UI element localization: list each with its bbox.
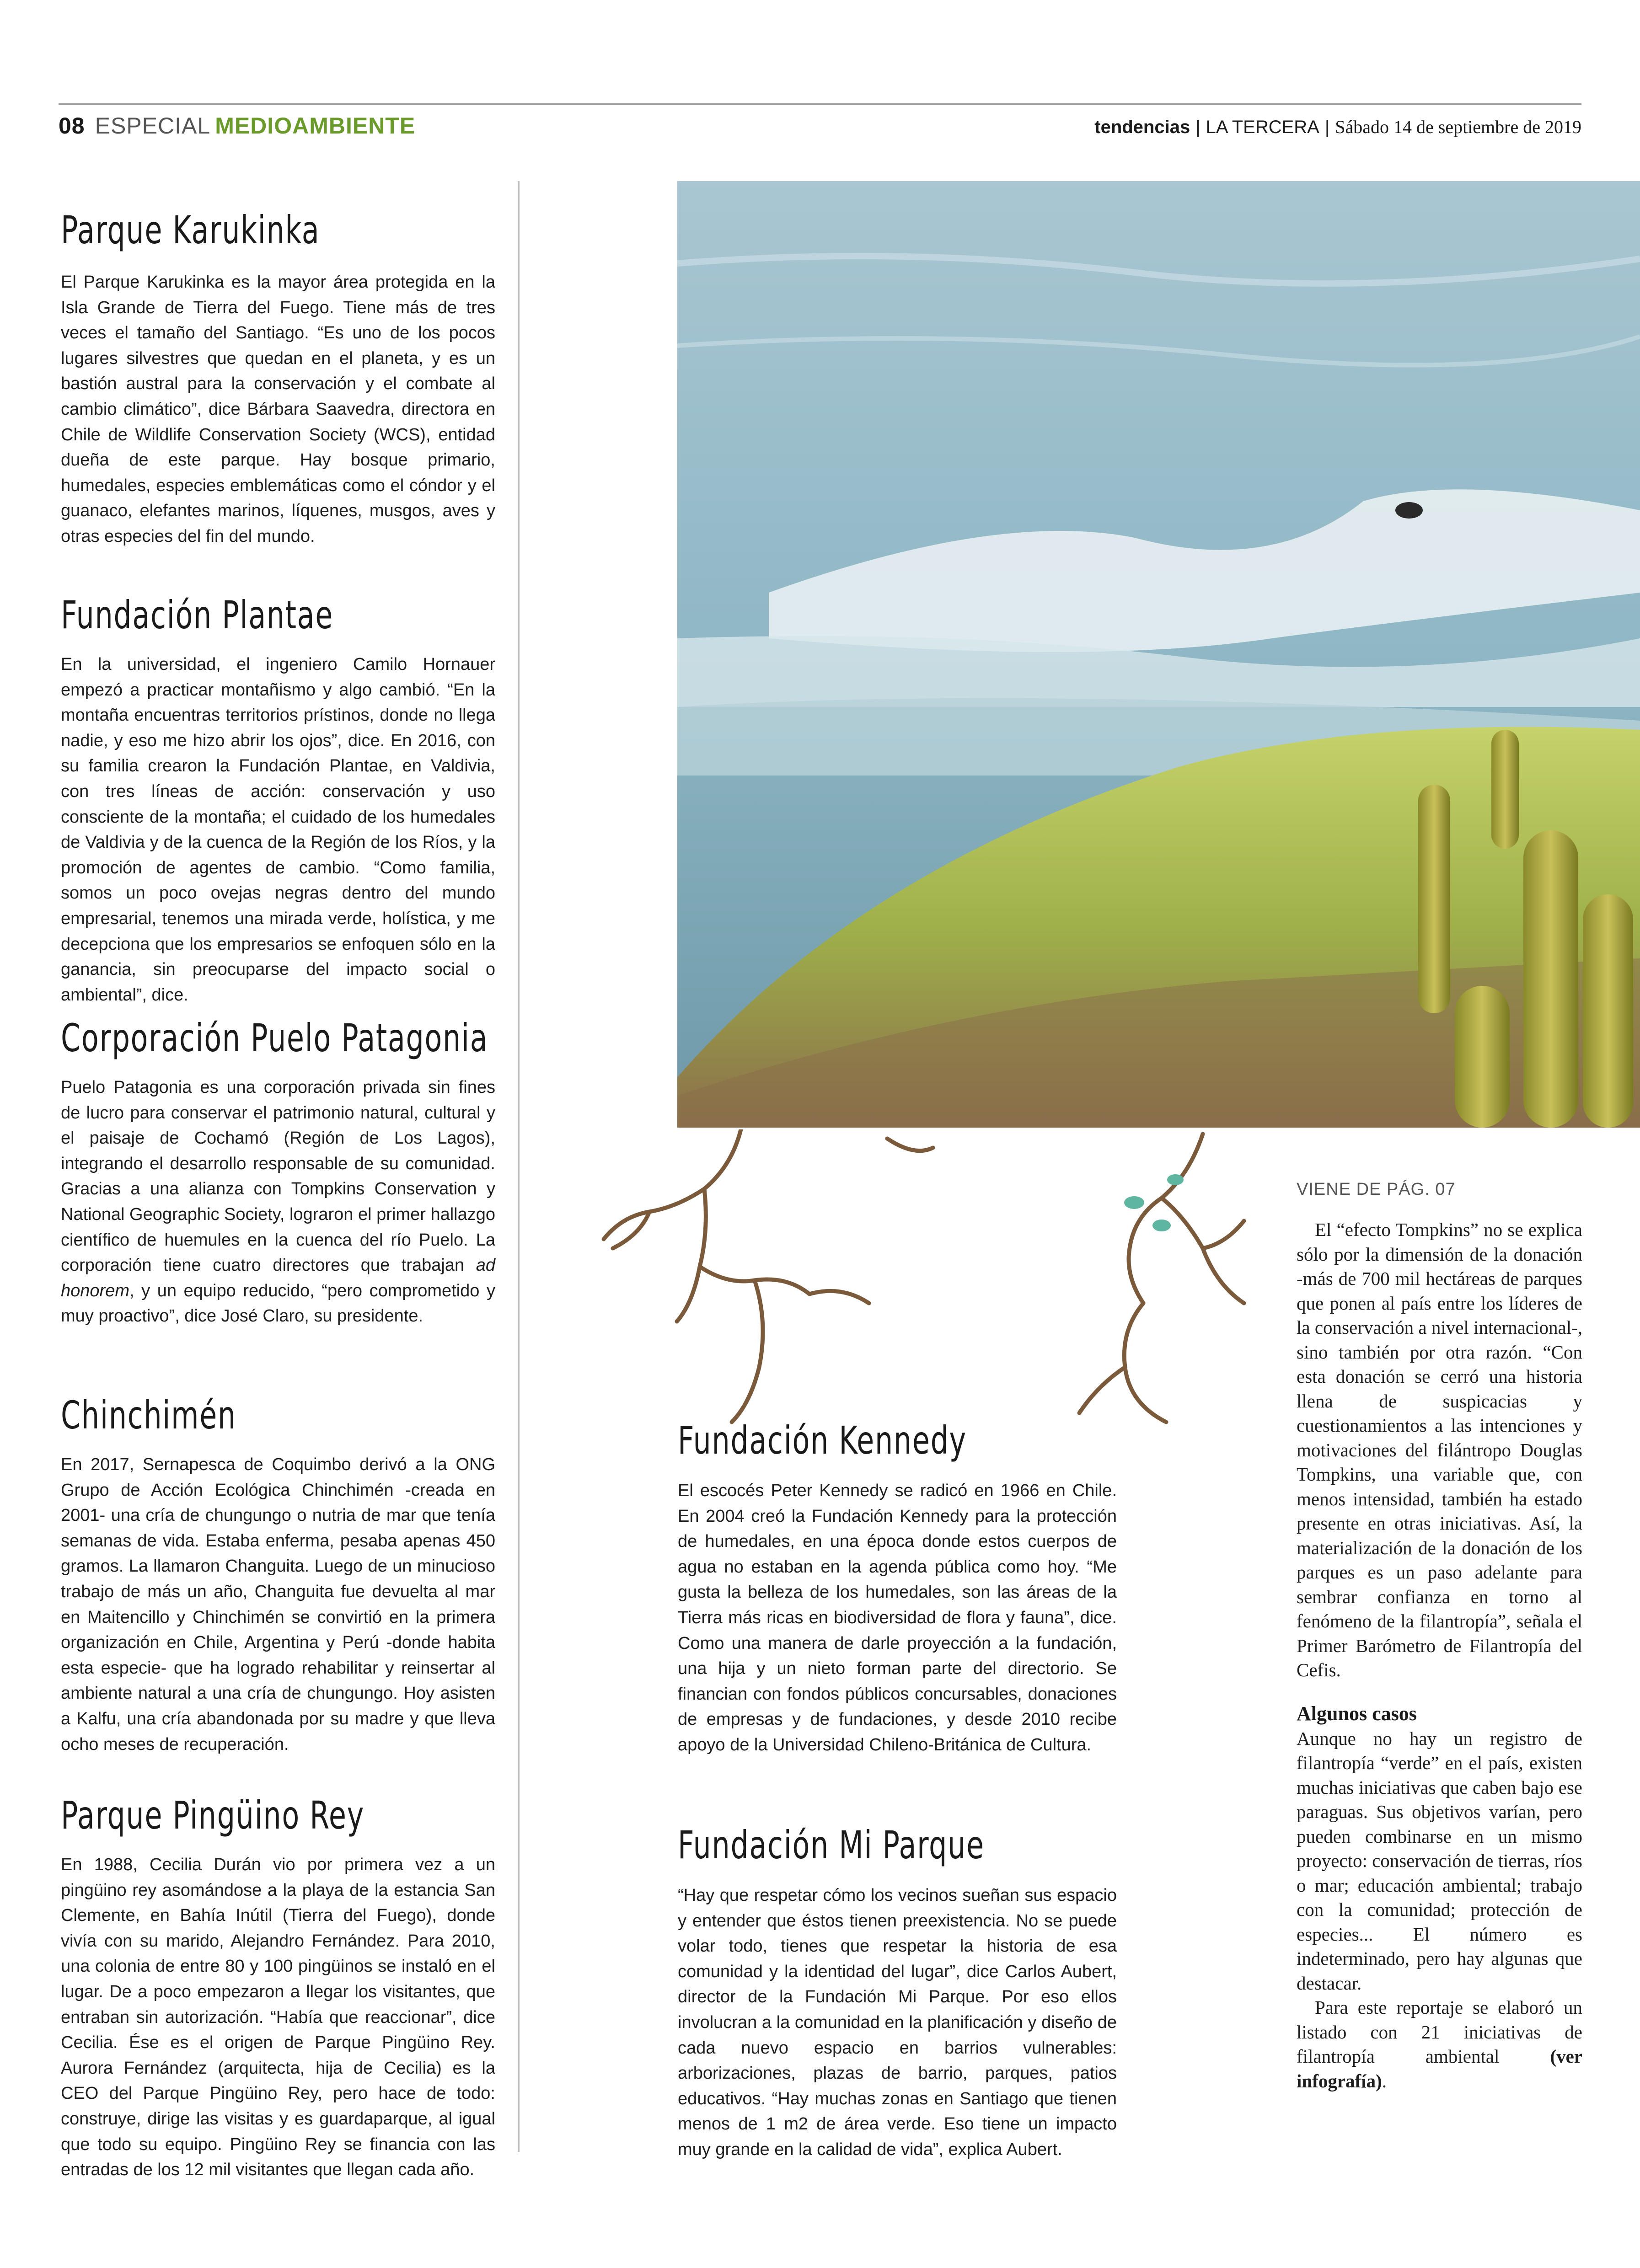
separator: |: [1195, 117, 1201, 137]
continued-article: [1297, 1180, 1582, 2093]
section-title: Parque Pingüino Rey: [61, 1793, 364, 1838]
section-body: En 1988, Cecilia Durán vio por primera vez a un pingüino rey asomándose a la playa de la estancia San Clemente, en Bahía Inútil (Tierra del Fuego), donde vivía con su marido, Alejandro Fernández. Para 2010, una colonia de entre 80 y 100 pingüinos se instaló en el lugar. De a poco empezaron a llegar los visitantes, que entraban sin autorización. “Había que reaccionar”, dice Cecilia. Ése es el origen de Parque Pingüino Rey. Aurora Fernández (arquitecta, hija de Cecilia) es la CEO del Parque Pingüino Rey, pero hace de todo: construye, dirige las visitas y es guardaparque, al igual que todo su equipo. Pingüino Rey se financia con las entradas de los 12 mil visitantes que llegan cada año.: [61, 1855, 495, 2180]
issue-date: Sábado 14 de septiembre de 2019: [1335, 117, 1581, 137]
body-text: , y un equipo reducido, “pero comprometido y muy proactivo”, dice José Claro, su presidente.: [61, 1281, 495, 1326]
section-body: El Parque Karukinka es la mayor área protegida en la Isla Grande de Tierra del Fuego. Tiene más de tres veces el tamaño del Santiago. “Es uno de los pocos lugares silvestres que quedan en el planeta, y es un bastión austral para la conservación y el combate al cambio climático”, dice Bárbara Saavedra, directora en Chile de Wildlife Conservation Society (WCS), entidad dueña de este parque. Hay bosque primario, humedales, especies emblemáticas como el cóndor y el guanaco, elefantes marinos, líquenes, musgos, aves y otras especies del fin del mundo.: [61, 273, 495, 546]
section-karukinka: [61, 205, 495, 550]
article-subhead: Algunos casos: [1297, 1702, 1417, 1725]
section-body: En 2017, Sernapesca de Coquimbo derivó a la ONG Grupo de Acción Ecológica Chinchimén -creada en 2001- una cría de chungungo o nutria de mar que tenía semanas de vida. Estaba enferma, pesaba apenas 450 gramos. La llamaron Changuita. Luego de un minucioso trabajo de más un año, Changuita fue devuelta al mar en Maitencillo y Chinchimén se convirtió en la primera organización en Chile, Argentina y Perú -donde habita esta especie- que ha logrado rehabilitar y reinsertar al ambiente natural a una cría de chungungo. Hoy asisten a Kalfu, una cría abandonada por su madre y que lleva ocho meses de recuperación.: [61, 1455, 495, 1754]
section-title: Chinchimén: [61, 1393, 236, 1438]
article-paragraph: Aunque no hay un registro de filantropía “verde” en el país, existen muchas iniciativas que caben bajo ese paraguas. Sus objetivos varían, pero pueden combinarse en un mismo proyecto: conservación de tierras, ríos o mar; educación ambiental; trabajo con la comunidad; protección de especies... El número es indeterminado, pero hay algunas que destacar.: [1297, 1728, 1583, 1994]
surf-coast-photo-icon: [677, 181, 1640, 1128]
section-body: El escocés Peter Kennedy se radicó en 1966 en Chile. En 2004 creó la Fundación Kennedy para la protección de humedales, en una época donde estos cuerpos de agua no estaban en la agenda pública como hoy. “Me gusta la belleza de los humedales, son las áreas de la Tierra más ricas en biodiversidad de flora y fauna”, dice. Como una manera de darle proyección a la fundación, una hija y un nieto forman parte del directorio. Se financian con fondos públicos concursables, donaciones de empresas y de fundaciones, y desde 2010 recibe apoyo de la Universidad Chileno-Británica de Cultura.: [678, 1481, 1117, 1754]
body-text: .: [1382, 2070, 1387, 2091]
section-title: Fundación Kennedy: [678, 1418, 967, 1463]
separator: |: [1324, 117, 1330, 137]
section-mi-parque: [678, 1820, 1117, 2163]
section-body: [61, 1075, 495, 1329]
section-header: [59, 110, 415, 142]
section-title: Fundación Mi Parque: [678, 1823, 985, 1867]
section-prefix: ESPECIAL: [95, 113, 211, 139]
section-kennedy: [678, 1415, 1117, 1758]
publication-info: [1094, 113, 1581, 141]
section-chinchimen: [61, 1390, 495, 1757]
header-rule: [59, 103, 1581, 105]
section-name: MEDIOAMBIENTE: [215, 113, 416, 139]
body-text: Para este reportaje se elaboró un listado con 21 iniciativas de filantropía ambiental: [1297, 1997, 1582, 2067]
section-pinguino-rey: [61, 1790, 495, 2183]
article-paragraph: [1297, 1995, 1582, 2093]
body-italic: ad honorem: [61, 1256, 495, 1300]
column-divider: [518, 181, 520, 2152]
section-body: En la universidad, el ingeniero Camilo Hornauer empezó a practicar montañismo y algo cambió. “En la montaña encuentras territorios prístinos, donde no llega nadie, y eso me hizo abrir los ojos”, dice. En 2016, con su familia crearon la Fundación Plantae, en Valdivia, con tres líneas de acción: conservación y uso consciente de la montaña; el cuidado de los humedales de Valdivia y de la cuenca de la Región de los Ríos, y la promoción de agentes de cambio. “Como familia, somos un poco ovejas negras dentro del mundo empresarial, tenemos una mirada verde, holística, y me decepciona que los empresarios se enfoquen sólo en la ganancia, sin preocuparse del impacto social o ambiental”, dice.: [61, 655, 495, 1005]
section-title: Fundación Plantae: [61, 593, 334, 637]
body-text: Puelo Patagonia es una corporación privada sin fines de lucro para conservar el patrimonio natural, cultural y el paisaje de Cochamó (Región de Los Lagos), integrando el desarrollo responsable de su comunidad. Gracias a una alianza con Tompkins Conservation y National Geographic Society, lograron el primer hallazgo científico de huemules en la cuenca del río Puelo. La corporación tiene cuatro directores que trabajan: [61, 1078, 495, 1275]
infographic-reference: (ver infografía): [1297, 2046, 1582, 2091]
section-title: Parque Karukinka: [61, 208, 320, 252]
section-body: “Hay que respetar cómo los vecinos sueñan sus espacio y entender que éstos tienen preexistencia. No se puede volar todo, tienes que respetar la historia de esa comunidad y la identidad del lugar”, dice Carlos Aubert, director de la Fundación Mi Parque. Por eso ellos involucran a la comunidad en la planificación y diseño de cada nuevo espacio en barrios vulnerables: arborizaciones, plazas de barrio, parques, patios educativos. “Hay muchas zonas en Santiago que tienen menos de 1 m2 de área verde. Eso tiene un impacto muy grande en la calidad de vida”, explica Aubert.: [678, 1886, 1117, 2159]
section-plantae: [61, 590, 495, 1008]
newspaper-name: LA TERCERA: [1206, 117, 1319, 137]
continued-kicker: VIENE DE PÁG. 07: [1297, 1180, 1456, 1199]
supplement-name: tendencias: [1094, 117, 1190, 137]
section-puelo: [61, 1013, 495, 1329]
article-paragraph: El “efecto Tompkins” no se explica sólo por la dimensión de la donación -más de 700 mil hectáreas de parques que ponen al país entre los líderes de la conservación a nivel internacional-, sino también por otra razón. “Con esta donación se cerró una historia llena de suspicacias y cuestionamientos a las intenciones y motivaciones del filántropo Douglas Tompkins, una variable que, con menos intensidad, también ha estado presente en otras iniciativas. Así, la materialización de la donación de los parques es un paso adelante para sembrar confianza en torno al fenómeno de la filantropía”, señala el Primer Barómetro de Filantropía del Cefis.: [1297, 1219, 1582, 1680]
page-number: 08: [59, 113, 85, 139]
section-title: Corporación Puelo Patagonia: [61, 1016, 488, 1060]
